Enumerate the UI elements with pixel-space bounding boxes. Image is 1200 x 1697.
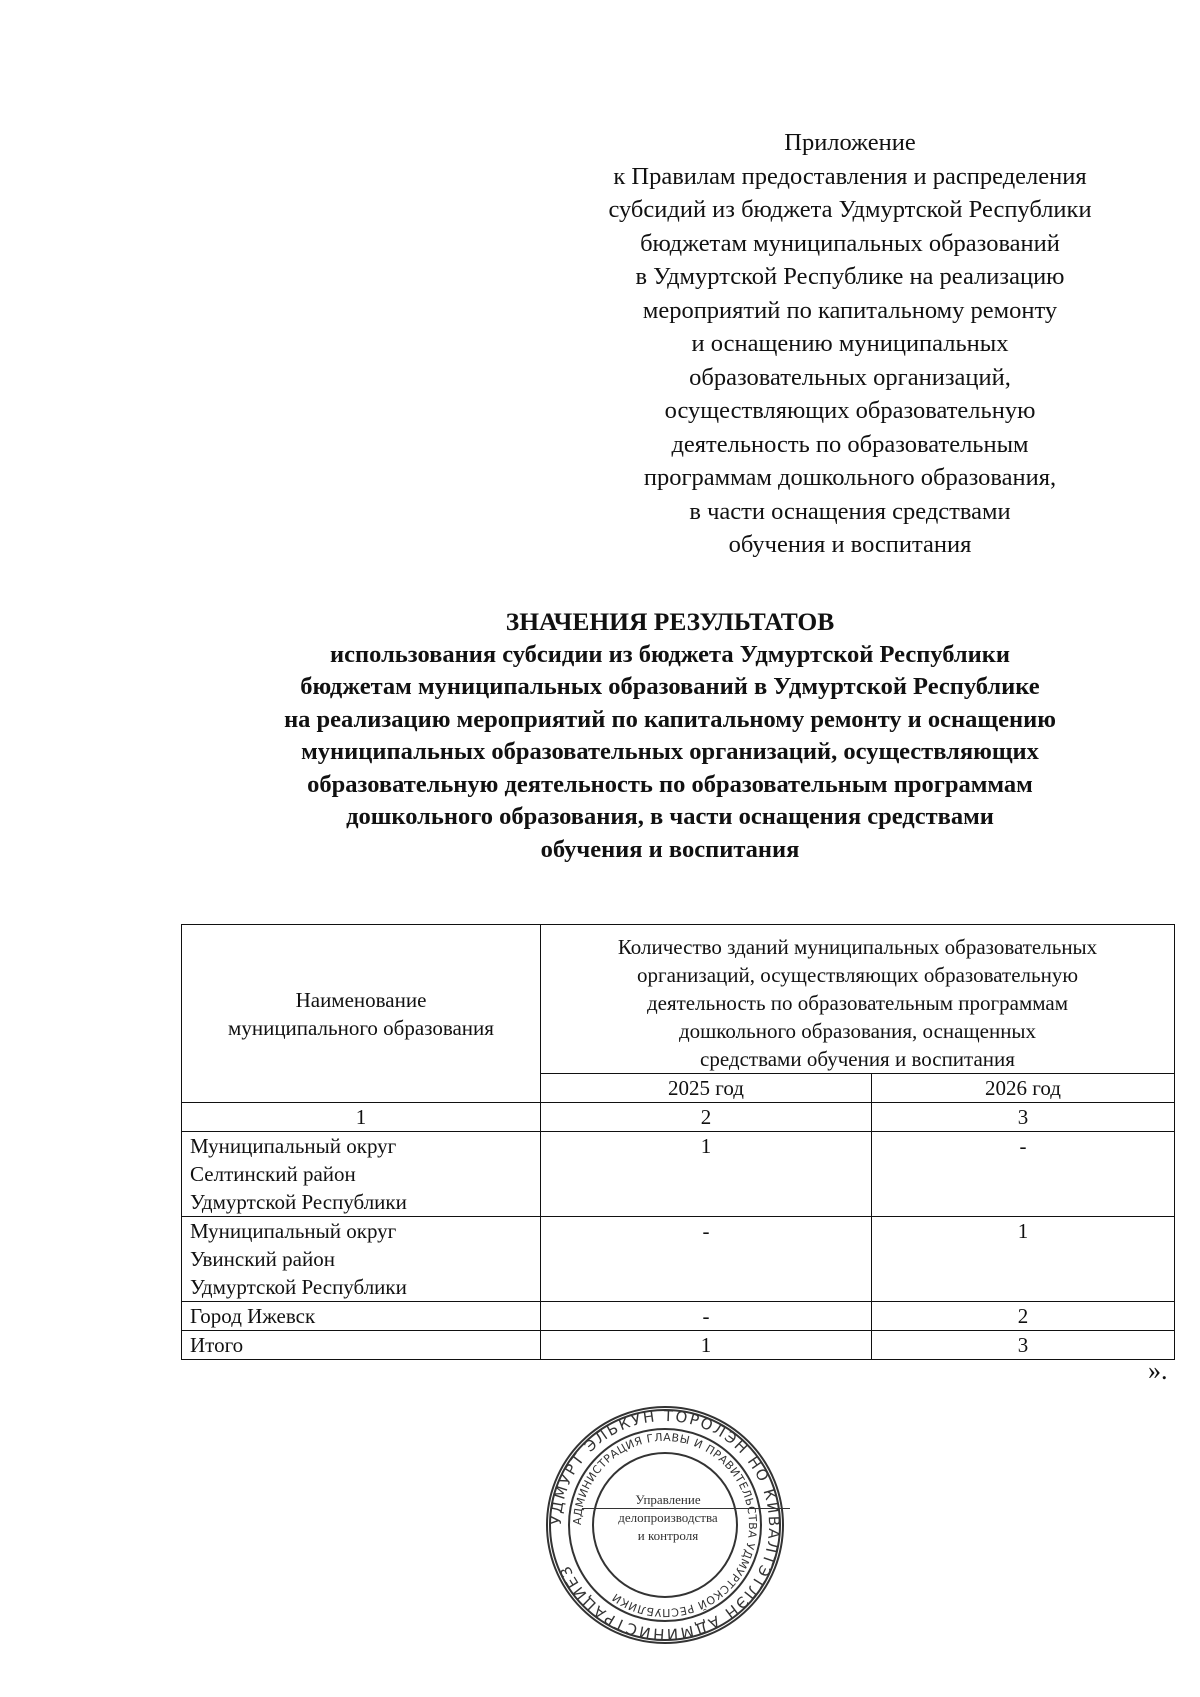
value-2026: 2 [872, 1302, 1175, 1331]
row-name-line: Удмуртской Республики [190, 1190, 407, 1214]
column-number: 1 [182, 1103, 541, 1132]
column-number: 2 [541, 1103, 872, 1132]
row-name-line: Город Ижевск [190, 1304, 316, 1328]
results-table [181, 924, 1175, 1360]
header-year-2026: 2026 год [872, 1074, 1175, 1103]
stamp-center-line: и контроля [637, 1528, 699, 1543]
total-label: Итого [182, 1331, 541, 1360]
total-row [182, 1331, 1175, 1360]
header-name-cell [182, 925, 541, 1103]
stamp-center-line: делопроизводства [618, 1510, 718, 1525]
appendix-line: обучения и воспитания [728, 531, 972, 558]
value-2025: - [541, 1302, 872, 1331]
stamp-inner-text: АДМИНИСТРАЦИЯ ГЛАВЫ И ПРАВИТЕЛЬСТВА УДМУРТСКОЙ РЕСПУБЛИКИ [570, 1430, 760, 1620]
title-line: образовательную деятельность по образовательным программам [307, 770, 1033, 798]
row-name-line: Муниципальный округ [190, 1219, 397, 1243]
appendix-line: Приложение [784, 129, 916, 156]
row-name-line: Удмуртской Республики [190, 1275, 407, 1299]
total-2026: 3 [872, 1331, 1175, 1360]
header-name-line: муниципального образования [228, 1015, 494, 1040]
title-line: бюджетам муниципальных образований в Удмуртской Республике [300, 673, 1040, 700]
appendix-line: бюджетам муниципальных образований [640, 229, 1060, 257]
row-name-cell [182, 1132, 541, 1217]
official-stamp-icon [540, 1400, 790, 1650]
header-quantity-line: организаций, осуществляющих образовательную [636, 963, 1079, 987]
title-line: муниципальных образовательных организаций, осуществляющих [301, 738, 1039, 765]
appendix-line: мероприятий по капитальному ремонту [642, 296, 1058, 324]
appendix-line: в Удмуртской Республике на реализацию [635, 263, 1065, 290]
row-name-cell [182, 1217, 541, 1302]
stamp-outer-text: УДМУРТ ЭЛЬКУН ТОРОЛЭН НО КИВАЛТЭТЛЭН АДМИНИСТРАЦИЕЗ [546, 1406, 784, 1644]
row-name-line: Селтинский район [190, 1162, 356, 1186]
value-2026: 1 [872, 1217, 1175, 1302]
stamp-center-line: Управление [635, 1492, 701, 1507]
row-name-line: Муниципальный округ [190, 1134, 397, 1158]
table-row [182, 1217, 1175, 1302]
signature-line [582, 1508, 790, 1509]
title-line: обучения и воспитания [540, 835, 800, 863]
appendix-line: к Правилам предоставления и распределения [613, 162, 1087, 190]
appendix-line: программам дошкольного образования, [643, 464, 1057, 491]
appendix-line: в части оснащения средствами [689, 497, 1011, 525]
appendix-line: осуществляющих образовательную [664, 397, 1036, 424]
appendix-line: и оснащению муниципальных [691, 330, 1009, 357]
appendix-line: субсидий из бюджета Удмуртской Республики [608, 196, 1092, 223]
row-name-cell [182, 1302, 541, 1331]
appendix-header [570, 126, 1130, 562]
value-2025: - [541, 1217, 872, 1302]
title-line: на реализацию мероприятий по капитальному ремонту и оснащению [284, 705, 1056, 733]
document-title [150, 606, 1190, 866]
header-quantity-line: средствами обучения и воспитания [700, 1047, 1015, 1071]
total-2025: 1 [541, 1331, 872, 1360]
header-quantity-line: деятельность по образовательным программам [646, 991, 1069, 1015]
value-2026: - [872, 1132, 1175, 1217]
appendix-line: образовательных организаций, [689, 363, 1011, 391]
header-quantity-line: дошкольного образования, оснащенных [678, 1019, 1037, 1043]
title-line: дошкольного образования, в части оснащения средствами [346, 803, 994, 830]
table-row [182, 1132, 1175, 1217]
column-number: 3 [872, 1103, 1175, 1132]
header-year-2025: 2025 год [541, 1074, 872, 1103]
table-row [182, 1302, 1175, 1331]
title-heading: ЗНАЧЕНИЯ РЕЗУЛЬТАТОВ [505, 607, 835, 636]
appendix-line: деятельность по образовательным [671, 430, 1029, 458]
closing-quote-mark: ». [1148, 1356, 1168, 1385]
header-quantity-line: Количество зданий муниципальных образовательных [617, 935, 1098, 959]
header-name-line: Наименование [295, 987, 427, 1012]
header-quantity-cell [541, 925, 1175, 1074]
title-line: использования субсидии из бюджета Удмуртской Республики [330, 640, 1010, 668]
row-name-line: Увинский район [190, 1247, 335, 1271]
value-2025: 1 [541, 1132, 872, 1217]
